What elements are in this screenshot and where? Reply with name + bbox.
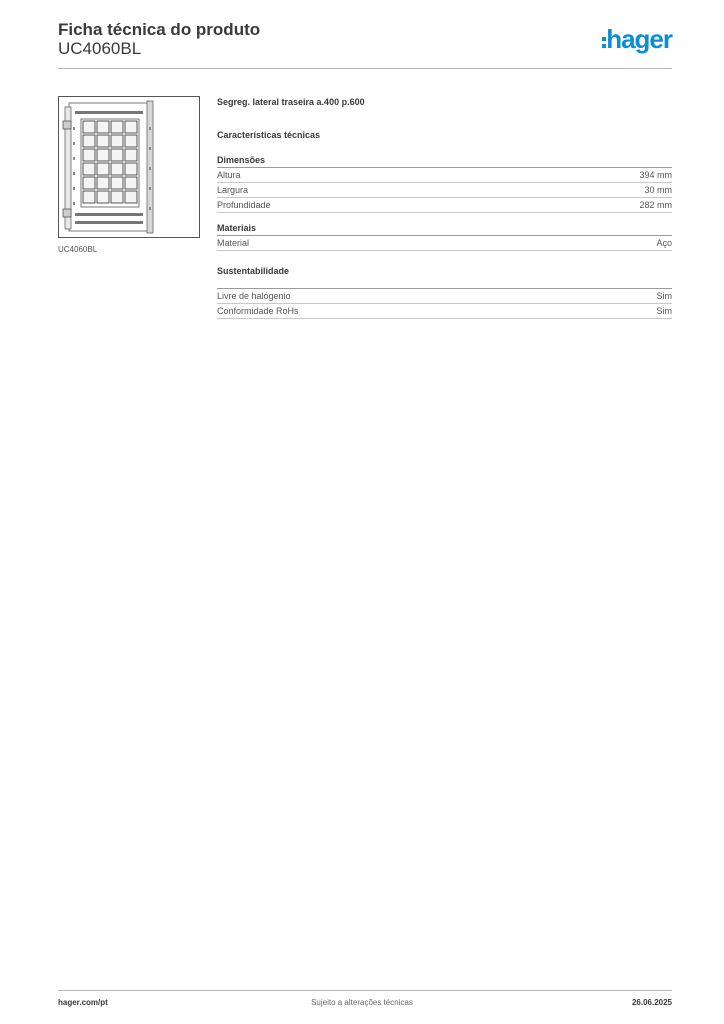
spec-label: Material	[217, 238, 250, 248]
grid-cell	[97, 191, 109, 203]
grid-cell	[111, 149, 123, 161]
footer-date: 26.06.2025	[631, 998, 672, 1007]
group-title: Sustentabilidade	[217, 266, 290, 276]
grid-cell	[83, 121, 95, 133]
spec-value: Sim	[656, 291, 672, 301]
page-title: Ficha técnica do produto	[58, 20, 261, 39]
spec-row	[217, 304, 672, 319]
footer-divider	[58, 990, 672, 991]
grid-cell	[83, 163, 95, 175]
logo-text: hager	[606, 24, 672, 54]
grid-cell	[97, 135, 109, 147]
grid-cell	[111, 135, 123, 147]
spec-label: Altura	[217, 170, 241, 180]
spec-label: Livre de halógenio	[217, 291, 291, 301]
grid-cell	[125, 177, 137, 189]
spec-row	[217, 168, 672, 183]
group-title: Dimensões	[217, 154, 672, 168]
spec-value: Sim	[656, 306, 672, 316]
grid-cell	[111, 177, 123, 189]
spec-panel	[217, 96, 672, 319]
panel-drawing-icon	[59, 97, 199, 237]
spec-group-sustainability	[217, 265, 672, 319]
spec-row	[217, 198, 672, 213]
spec-row	[217, 289, 672, 304]
spec-label: Largura	[217, 185, 249, 195]
hager-logo	[602, 26, 672, 52]
grid-cell	[125, 163, 137, 175]
spec-group-materials	[217, 222, 672, 251]
grid-cell	[83, 149, 95, 161]
grid-cell	[125, 149, 137, 161]
grid-cell	[97, 177, 109, 189]
spec-value: 30 mm	[644, 185, 672, 195]
spec-label: Profundidade	[217, 200, 271, 210]
grid-cell	[125, 121, 137, 133]
spec-label: Conformidade RoHs	[217, 306, 299, 316]
footer-website-link[interactable]: hager.com/pt	[58, 998, 108, 1007]
grid-cell	[111, 163, 123, 175]
product-image	[58, 96, 200, 238]
grid-cell	[125, 135, 137, 147]
grid-cell	[83, 135, 95, 147]
footer-note: Sujeito a alterações técnicas	[311, 998, 413, 1007]
grid-cell	[97, 149, 109, 161]
spec-value: 394 mm	[639, 170, 672, 180]
grid-cell	[111, 191, 123, 203]
product-code: UC4060BL	[58, 39, 142, 58]
spec-group-dimensions	[217, 154, 672, 213]
header-divider	[58, 68, 672, 69]
spec-value: Aço	[656, 238, 672, 248]
page-header	[58, 20, 672, 68]
grid-cell	[97, 163, 109, 175]
group-title: Materiais	[217, 222, 672, 236]
grid-cell	[111, 121, 123, 133]
product-name: Segreg. lateral traseira a.400 p.600	[217, 97, 365, 107]
section-title: Características técnicas	[217, 130, 321, 140]
spec-value: 282 mm	[639, 200, 672, 210]
spec-row	[217, 236, 672, 251]
spec-row	[217, 183, 672, 198]
grid-cell	[125, 191, 137, 203]
grid-cell	[83, 177, 95, 189]
image-caption: UC4060BL	[58, 245, 98, 254]
grid-cell	[83, 191, 95, 203]
grid-cell	[97, 121, 109, 133]
